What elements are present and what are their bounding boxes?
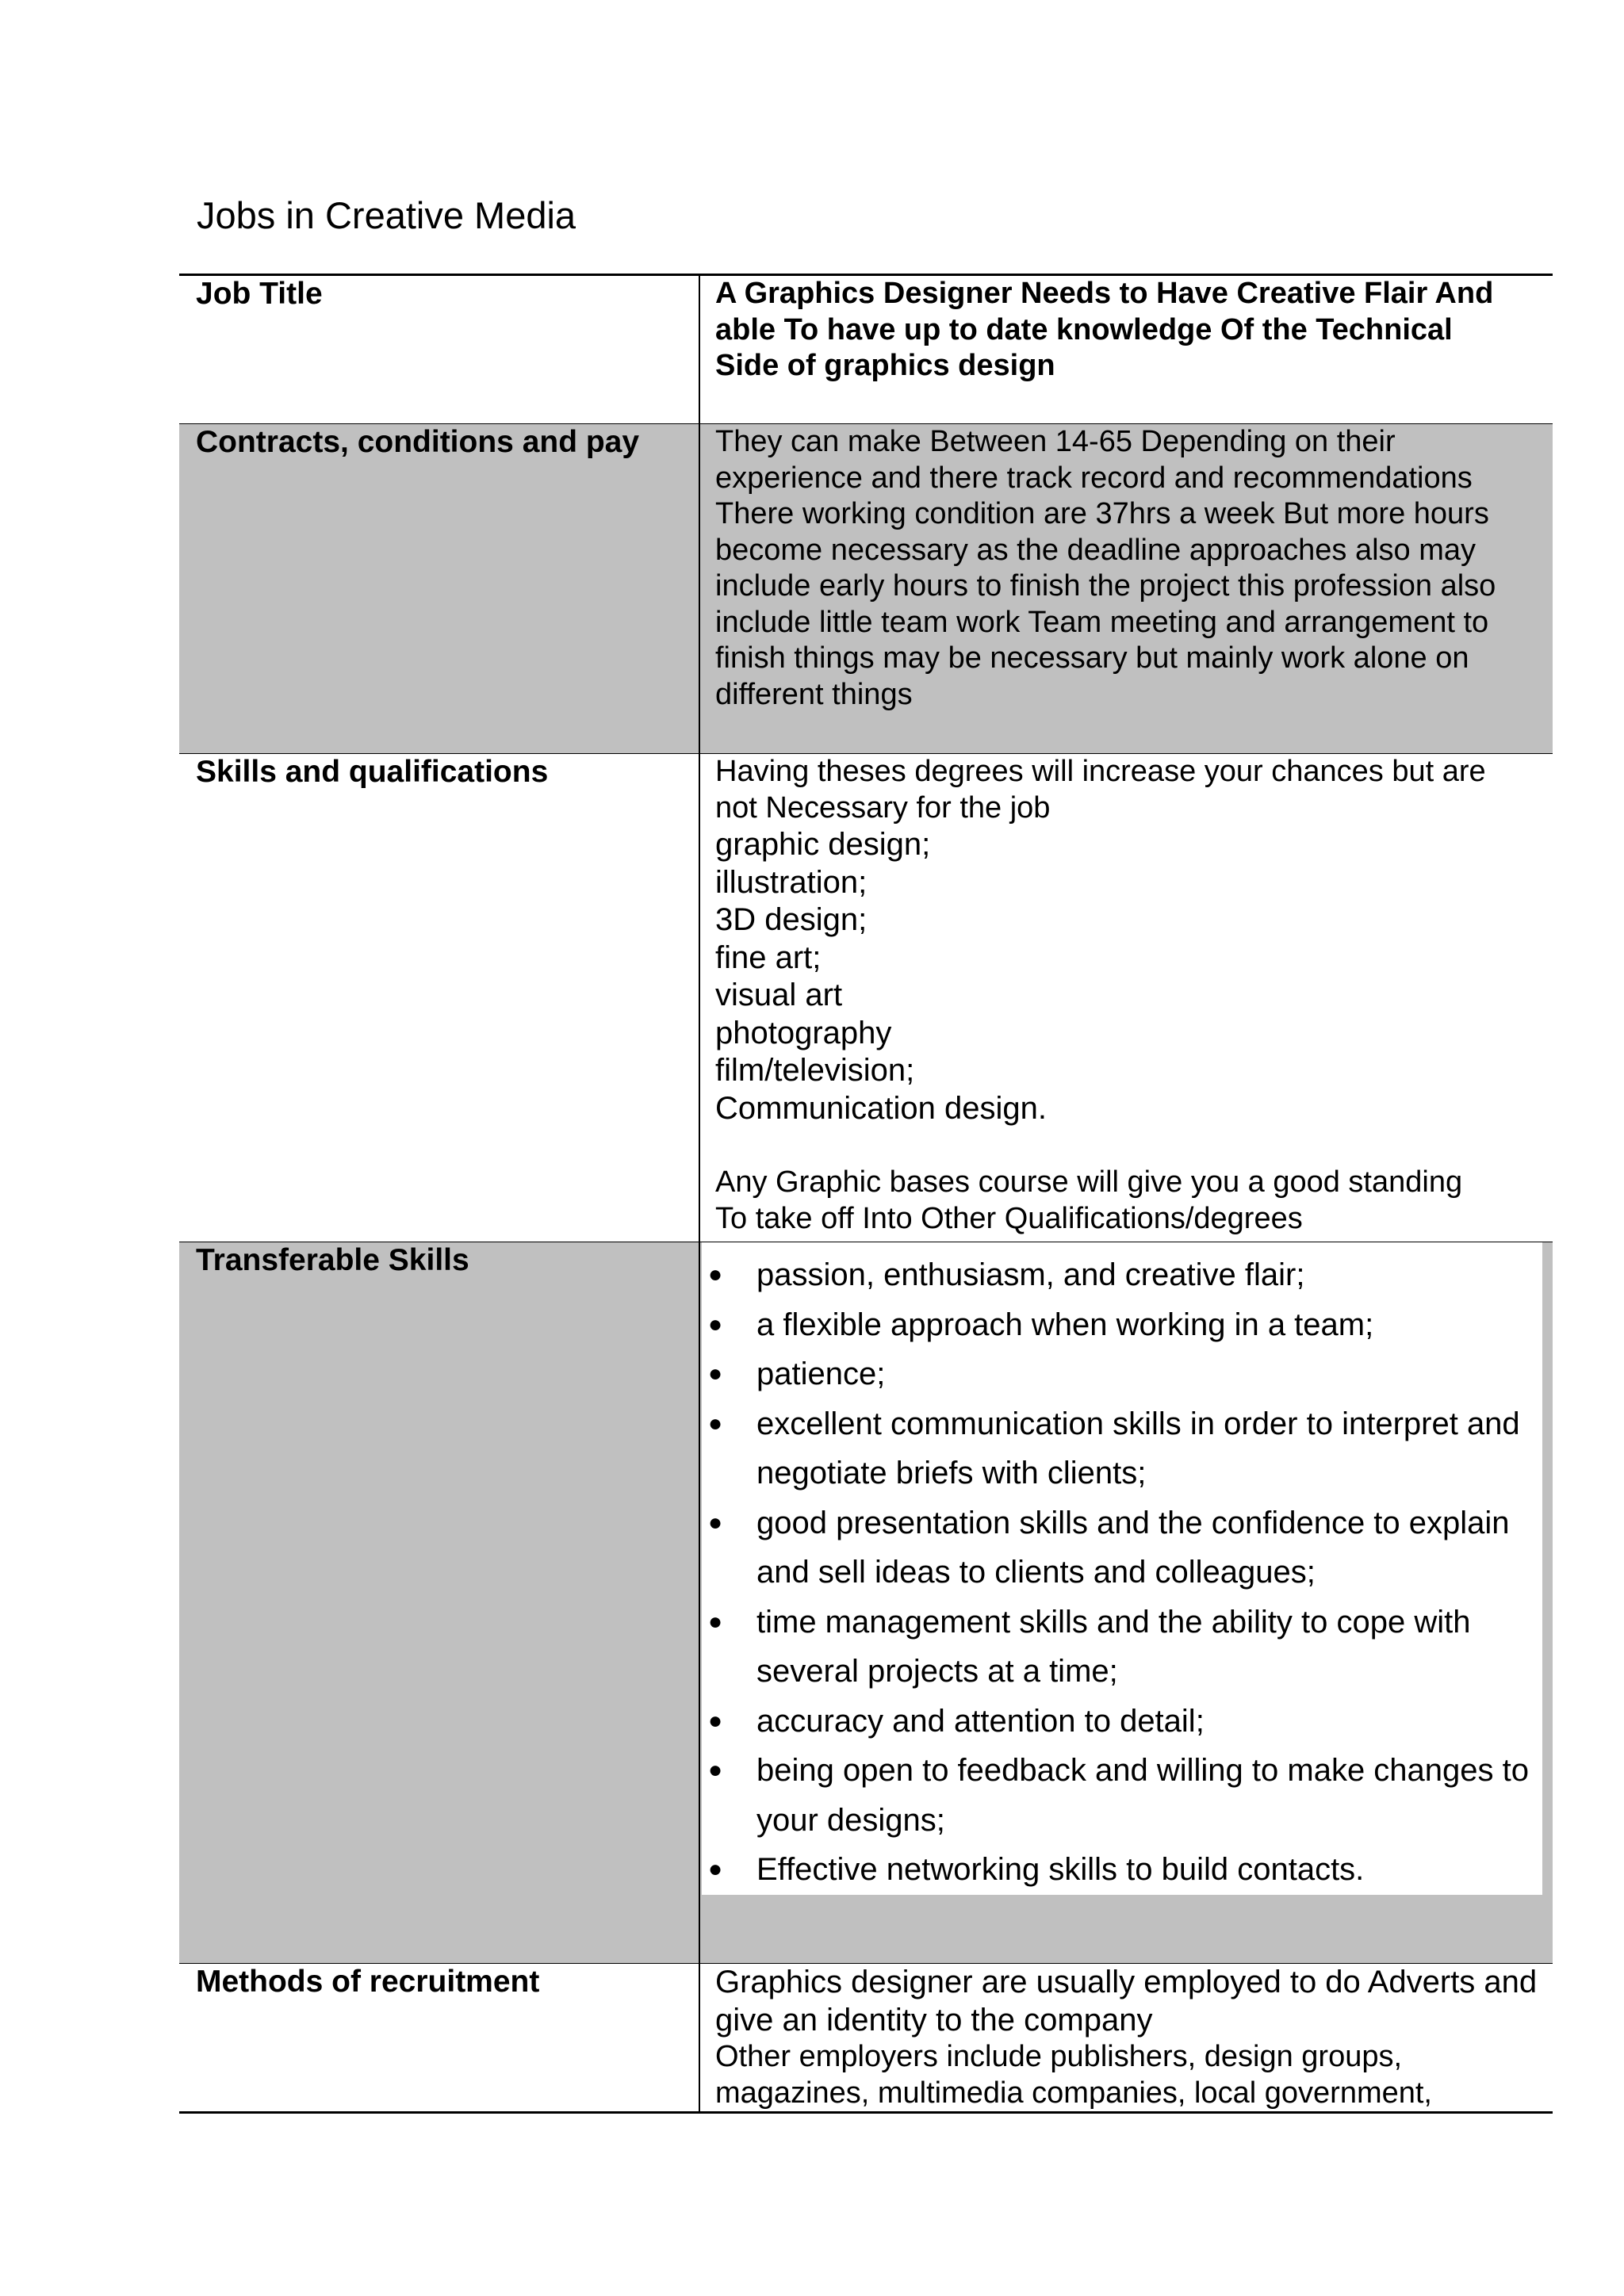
- degree-item: fine art;: [715, 939, 822, 975]
- degree-item: visual art: [715, 978, 843, 1012]
- text-line: A Graphics Designer Needs to Have Creative Flair And: [715, 277, 1494, 310]
- bullet-icon: ●: [708, 1360, 723, 1387]
- bullet-icon: ●: [708, 1608, 723, 1635]
- text-line: magazines, multimedia companies, local government,: [715, 2076, 1432, 2110]
- value-cell: [699, 424, 1553, 754]
- row-skills-qualifications: [179, 754, 1553, 1242]
- text-line: give an identity to the company: [715, 2002, 1153, 2038]
- list-item-text: accuracy and attention to detail;: [756, 1703, 1205, 1739]
- list-item: [702, 1746, 1542, 1845]
- label-cell: [179, 275, 699, 424]
- degree-item: illustration;: [715, 864, 868, 900]
- list-item: [702, 1498, 1542, 1598]
- row-label: Job Title: [196, 277, 323, 311]
- row-label: Transferable Skills: [196, 1243, 469, 1277]
- row-job-title: [179, 275, 1553, 424]
- row-transferable-skills: [179, 1242, 1553, 1964]
- list-item-text: good presentation skills and the confidence to explain and sell ideas to clients and colleagues;: [756, 1505, 1510, 1590]
- degree-item: 3D design;: [715, 902, 868, 937]
- contracts-text: [700, 424, 1553, 713]
- text-line: To take off Into Other Qualifications/degrees: [715, 1201, 1303, 1235]
- row-label: Methods of recruitment: [196, 1965, 540, 1999]
- list-item-text: being open to feedback and willing to make changes to your designs;: [756, 1753, 1530, 1838]
- degree-item: Communication design.: [715, 1090, 1047, 1126]
- label-cell: [179, 1242, 699, 1964]
- job-info-table: [179, 274, 1553, 2114]
- qualifications-text: [700, 754, 1553, 1237]
- list-item: [702, 1250, 1542, 1300]
- value-cell: [699, 1964, 1553, 2113]
- list-item: [702, 1399, 1542, 1498]
- text-line: not Necessary for the job: [715, 790, 1051, 825]
- value-cell: [699, 275, 1553, 424]
- job-title-text: [700, 276, 1553, 385]
- value-cell: [699, 754, 1553, 1242]
- bullet-icon: ●: [708, 1757, 723, 1783]
- list-item-text: passion, enthusiasm, and creative flair;: [756, 1257, 1305, 1292]
- row-label: Skills and qualifications: [196, 755, 549, 789]
- row-contracts: [179, 424, 1553, 754]
- list-item-text: time management skills and the ability to cope with several projects at a time;: [756, 1604, 1471, 1689]
- row-methods-recruitment: [179, 1964, 1553, 2113]
- degree-item: photography: [715, 1015, 892, 1050]
- transferable-skills-list: [702, 1242, 1542, 1895]
- list-item: [702, 1349, 1542, 1399]
- text-line: They can make Between 14-65 Depending on their: [715, 425, 1396, 458]
- text-line: include early hours to finish the project this profession also: [715, 569, 1496, 603]
- text-line: become necessary as the deadline approaches also may: [715, 533, 1477, 567]
- label-cell: [179, 424, 699, 754]
- label-cell: [179, 754, 699, 1242]
- text-line: Side of graphics design: [715, 349, 1055, 382]
- bullet-icon: ●: [708, 1707, 723, 1734]
- spacer: [715, 1127, 1538, 1165]
- text-line: Any Graphic bases course will give you a good standing: [715, 1165, 1463, 1199]
- list-item-text: excellent communication skills in order to interpret and negotiate briefs with clients;: [756, 1406, 1520, 1490]
- list-item-text: patience;: [756, 1357, 886, 1391]
- text-line: finish things may be necessary but mainly work alone on: [715, 641, 1469, 675]
- text-line: experience and there track record and recommendations: [715, 461, 1473, 495]
- degree-item: graphic design;: [715, 827, 931, 862]
- bullet-icon: ●: [708, 1509, 723, 1536]
- list-item: [702, 1697, 1542, 1747]
- recruitment-text: [700, 1964, 1553, 2111]
- list-item: [702, 1300, 1542, 1350]
- degree-item: film/television;: [715, 1053, 915, 1088]
- value-cell: [699, 1242, 1553, 1964]
- document-title: Jobs in Creative Media: [197, 194, 576, 236]
- text-line: different things: [715, 677, 913, 711]
- label-cell: [179, 1964, 699, 2113]
- text-line: include little team work Team meeting and arrangement to: [715, 605, 1489, 639]
- bullet-icon: ●: [708, 1311, 723, 1337]
- text-line: There working condition are 37hrs a week But more hours: [715, 497, 1489, 530]
- text-line: Having theses degrees will increase your chances but are: [715, 755, 1486, 788]
- text-line: able To have up to date knowledge Of the Technical: [715, 312, 1453, 346]
- list-item: [702, 1845, 1542, 1895]
- list-item-text: a flexible approach when working in a team;: [756, 1307, 1374, 1342]
- bullet-icon: ●: [708, 1856, 723, 1882]
- text-line: Other employers include publishers, design groups,: [715, 2040, 1403, 2073]
- bullet-icon: ●: [708, 1410, 723, 1437]
- bullet-icon: ●: [708, 1261, 723, 1288]
- list-item: [702, 1598, 1542, 1697]
- list-item-text: Effective networking skills to build contacts.: [756, 1852, 1365, 1887]
- row-label: Contracts, conditions and pay: [196, 425, 640, 459]
- text-line: Graphics designer are usually employed to do Adverts and: [715, 1965, 1538, 1999]
